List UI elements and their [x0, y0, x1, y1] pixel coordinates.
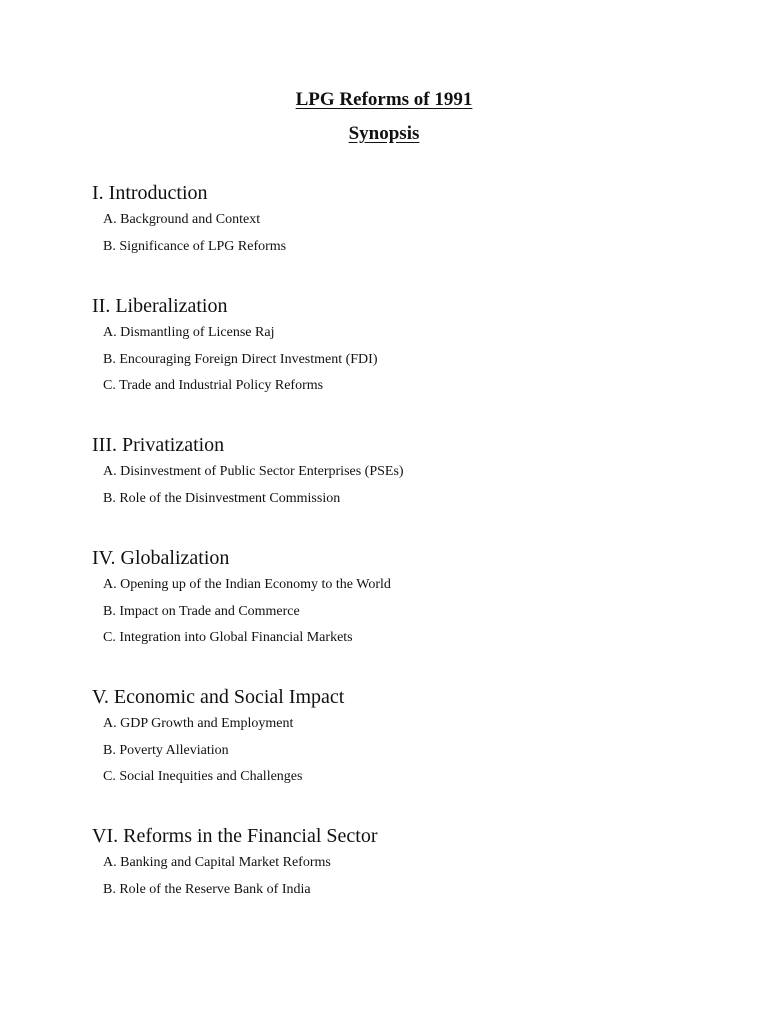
list-item: B. Role of the Disinvestment Commission — [103, 490, 341, 506]
section-heading: VI. Reforms in the Financial Sector — [92, 825, 378, 847]
section-item-list — [92, 318, 732, 404]
section-item-list — [92, 457, 732, 516]
list-item: C. Social Inequities and Challenges — [103, 769, 303, 784]
section-item-list — [92, 709, 732, 795]
list-item: A. Banking and Capital Market Reforms — [103, 855, 331, 870]
section-item-list — [92, 205, 732, 264]
list-item: B. Encouraging Foreign Direct Investment (FDI) — [103, 351, 378, 367]
list-item: A. GDP Growth and Employment — [103, 716, 294, 731]
list-item: B. Impact on Trade and Commerce — [103, 603, 300, 619]
list-item: B. Significance of LPG Reforms — [103, 238, 287, 254]
section-introduction — [92, 181, 732, 264]
list-item: C. Trade and Industrial Policy Reforms — [103, 378, 324, 393]
section-privatization — [92, 433, 732, 516]
section-financial-sector — [92, 824, 732, 907]
section-heading: I. Introduction — [92, 182, 208, 204]
list-item: A. Opening up of the Indian Economy to the World — [103, 577, 391, 592]
section-heading: III. Privatization — [92, 434, 225, 456]
list-item: A. Background and Context — [103, 212, 261, 227]
list-item: B. Role of the Reserve Bank of India — [103, 881, 311, 897]
list-item: A. Dismantling of License Raj — [103, 325, 275, 340]
list-item: B. Poverty Alleviation — [103, 742, 229, 758]
section-economic-social-impact — [92, 685, 732, 795]
section-item-list — [92, 848, 732, 907]
document-subtitle: Synopsis — [348, 123, 420, 144]
list-item: A. Disinvestment of Public Sector Enterprises (PSEs) — [103, 464, 404, 479]
section-heading: II. Liberalization — [92, 295, 228, 317]
section-heading: V. Economic and Social Impact — [92, 686, 345, 708]
document-title: LPG Reforms of 1991 — [295, 89, 473, 110]
list-item: C. Integration into Global Financial Markets — [103, 630, 353, 645]
section-liberalization — [92, 294, 732, 404]
section-globalization — [92, 546, 732, 656]
section-item-list — [92, 570, 732, 656]
section-heading: IV. Globalization — [92, 547, 230, 569]
